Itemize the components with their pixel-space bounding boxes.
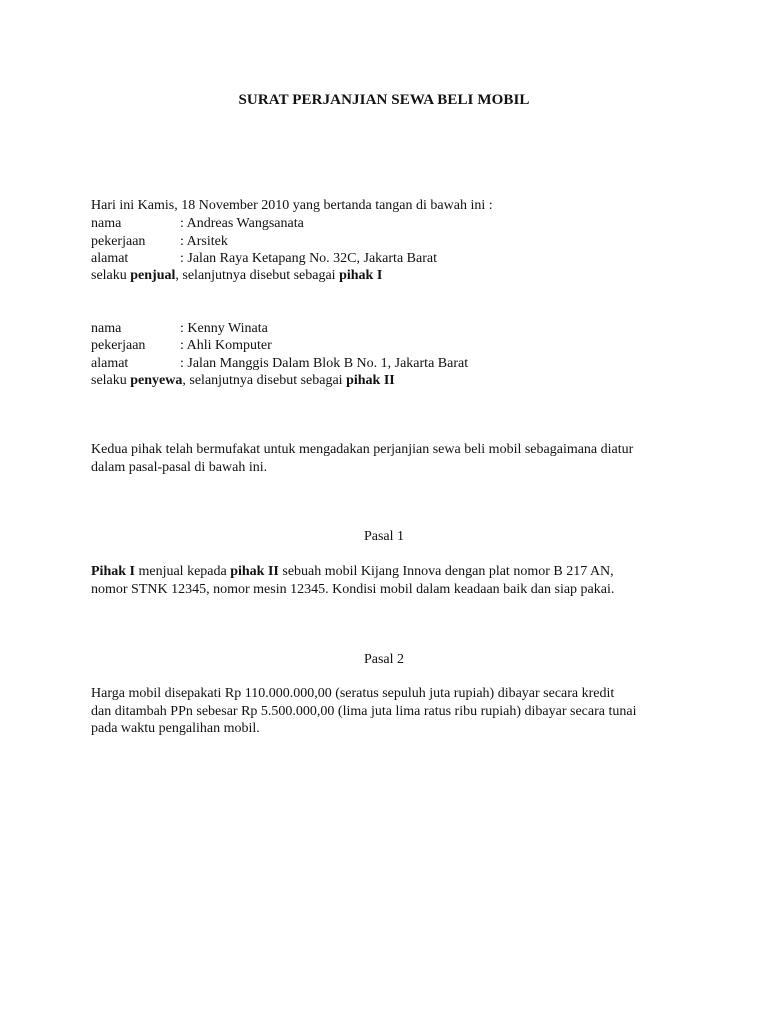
pasal1-bold-pihak2: pihak II <box>230 564 279 579</box>
party2-role-prefix: selaku <box>91 373 131 388</box>
document-title: SURAT PERJANJIAN SEWA BELI MOBIL <box>238 92 530 108</box>
intro-line: Hari ini Kamis, 18 November 2010 yang bertanda tangan di bawah ini : <box>91 198 493 213</box>
party1-role: penjual <box>130 268 176 283</box>
party2-role: penyewa <box>130 373 183 388</box>
pasal1-line-1 <box>91 563 614 581</box>
party1-role-party: pihak I <box>339 268 383 283</box>
pasal2-line-2: dan ditambah PPn sebesar Rp 5.500.000,00 (lima juta lima ratus ribu rupiah) dibayar secara tunai <box>91 704 637 719</box>
pasal1-text-2: sebuah mobil Kijang Innova dengan plat nomor B 217 AN, <box>278 564 614 579</box>
party1-pekerjaan-value: : Arsitek <box>180 234 228 249</box>
party1-alamat-label: alamat <box>91 251 129 266</box>
pasal1-text-1: menjual kepada <box>134 564 231 579</box>
party2-pekerjaan-row <box>91 337 272 355</box>
party1-role-line <box>91 267 382 285</box>
pasal1-heading: Pasal 1 <box>363 529 405 544</box>
party2-alamat-label: alamat <box>91 356 129 371</box>
party1-role-mid: , selanjutnya disebut sebagai <box>175 268 340 283</box>
party1-nama-label: nama <box>91 216 122 231</box>
pasal1-bold-pihak1: Pihak I <box>91 564 135 579</box>
party1-nama-value: : Andreas Wangsanata <box>180 216 304 231</box>
party2-nama-label: nama <box>91 321 122 336</box>
pasal2-line-1: Harga mobil disepakati Rp 110.000.000,00 (seratus sepuluh juta rupiah) dibayar secara kredit <box>91 686 615 701</box>
party2-role-line <box>91 372 395 390</box>
pasal2-line-3: pada waktu pengalihan mobil. <box>91 721 260 736</box>
party1-pekerjaan-label: pekerjaan <box>91 234 146 249</box>
party2-alamat-value: : Jalan Manggis Dalam Blok B No. 1, Jakarta Barat <box>180 356 469 371</box>
party2-alamat-row <box>91 355 468 373</box>
party1-role-prefix: selaku <box>91 268 131 283</box>
party2-nama-row <box>91 320 268 338</box>
party2-pekerjaan-label: pekerjaan <box>91 338 146 353</box>
pasal2-heading: Pasal 2 <box>363 652 405 667</box>
party1-alamat-row <box>91 250 437 268</box>
pasal1-line-2: nomor STNK 12345, nomor mesin 12345. Kondisi mobil dalam keadaan baik dan siap pakai. <box>91 582 615 597</box>
party2-role-mid: , selanjutnya disebut sebagai <box>182 373 347 388</box>
party1-nama-row <box>91 215 304 233</box>
agreement-line-1: Kedua pihak telah bermufakat untuk mengadakan perjanjian sewa beli mobil sebagaimana diatur <box>91 442 634 457</box>
party2-role-party: pihak II <box>346 373 395 388</box>
party2-pekerjaan-value: : Ahli Komputer <box>180 338 272 353</box>
party2-nama-value: : Kenny Winata <box>180 321 268 336</box>
party1-pekerjaan-row <box>91 233 228 251</box>
party1-alamat-value: : Jalan Raya Ketapang No. 32C, Jakarta Barat <box>180 251 437 266</box>
agreement-line-2: dalam pasal-pasal di bawah ini. <box>91 460 268 475</box>
